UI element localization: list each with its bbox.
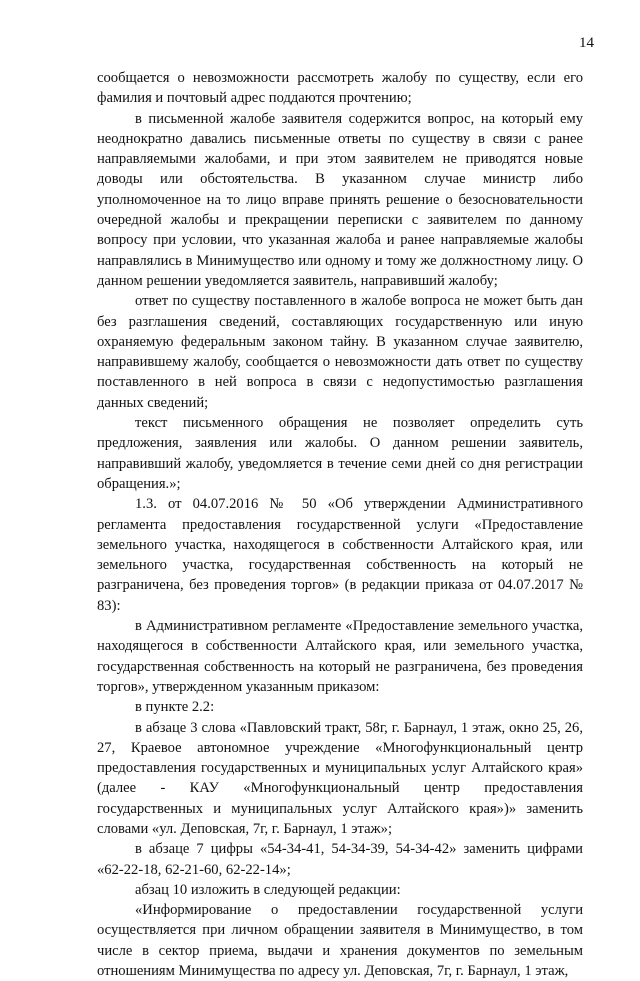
paragraph: в Административном регламенте «Предоставление земельного участка, находящегося в собственности Алтайского края, или земельного участка, государственная собственность на который не разграничена, без проведения торгов», утвержденном указанным приказом: <box>97 618 583 695</box>
paragraph: в пункте 2.2: <box>135 699 215 716</box>
paragraph: в письменной жалобе заявителя содержится вопрос, на который ему неоднократно давались письменные ответы по существу в связи с ранее направляемыми жалобами, и при этом заявителем не приводятся новые доводы или обстоятельства. В указанном случае министр либо уполномоченное на то лицо вправе принять решение о безосновательности очередной жалобы и прекращении переписки с заявителем по данному вопросу при условии, что указанная жалоба и ранее направляемые жалобы направлялись в Минимущество или одному и тому же должностному лицу. О данном решении уведомляется заявитель, направивший жалобу; <box>97 110 583 289</box>
paragraph: сообщается о невозможности рассмотреть жалобу по существу, если его фамилия и почтовый адрес поддаются прочтению; <box>97 70 583 107</box>
paragraph: абзац 10 изложить в следующей редакции: <box>135 881 401 898</box>
document-body <box>97 68 583 981</box>
paragraph: 1.3. от 04.07.2016 № 50 «Об утверждении Административного регламента предоставления государственной услуги «Предоставление земельного участка, находящегося в собственности Алтайского края, или земельного участка, государственная собственность на который не разграничена, без проведения торгов» (в редакции приказа от 04.07.2017 № 83): <box>97 496 583 614</box>
paragraph: «Информирование о предоставлении государственной услуги осуществляется при личном обращении заявителя в Минимущество, в том числе в сектор приема, выдачи и хранения документов по земельным отношениям Минимущества по адресу ул. Деповская, 7г, г. Барнаул, 1 этаж, <box>97 902 583 980</box>
paragraph: текст письменного обращения не позволяет определить суть предложения, заявления или жалобы. О данном решении заявитель, направивший жалобу, уведомляется в течение семи дней со дня регистрации обращения.»; <box>97 415 583 492</box>
paragraph: в абзаце 7 цифры «54-34-41, 54-34-39, 54-34-42» заменить цифрами «62-22-18, 62-21-60, 62-22-14»; <box>97 841 583 878</box>
paragraph: ответ по существу поставленного в жалобе вопроса не может быть дан без разглашения сведений, составляющих государственную или иную охраняемую федеральным законом тайну. В указанном случае заявителю, направившему жалобу, сообщается о невозможности дать ответ по существу поставленного в ней вопроса в связи с недопустимостью разглашения данных сведений; <box>97 293 583 411</box>
page-number: 14 <box>579 35 594 51</box>
paragraph: в абзаце 3 слова «Павловский тракт, 58г, г. Барнаул, 1 этаж, окно 25, 26, 27, Краевое автономное учреждение «Многофункциональный центр предоставления государственных и муниципальных услуг Алтайского края» (далее - КАУ «Многофункциональный центр предоставления государственных и муниципальных услуг Алтайского края»)» заменить словами «ул. Деповская, 7г, г. Барнаул, 1 этаж»; <box>97 719 583 837</box>
